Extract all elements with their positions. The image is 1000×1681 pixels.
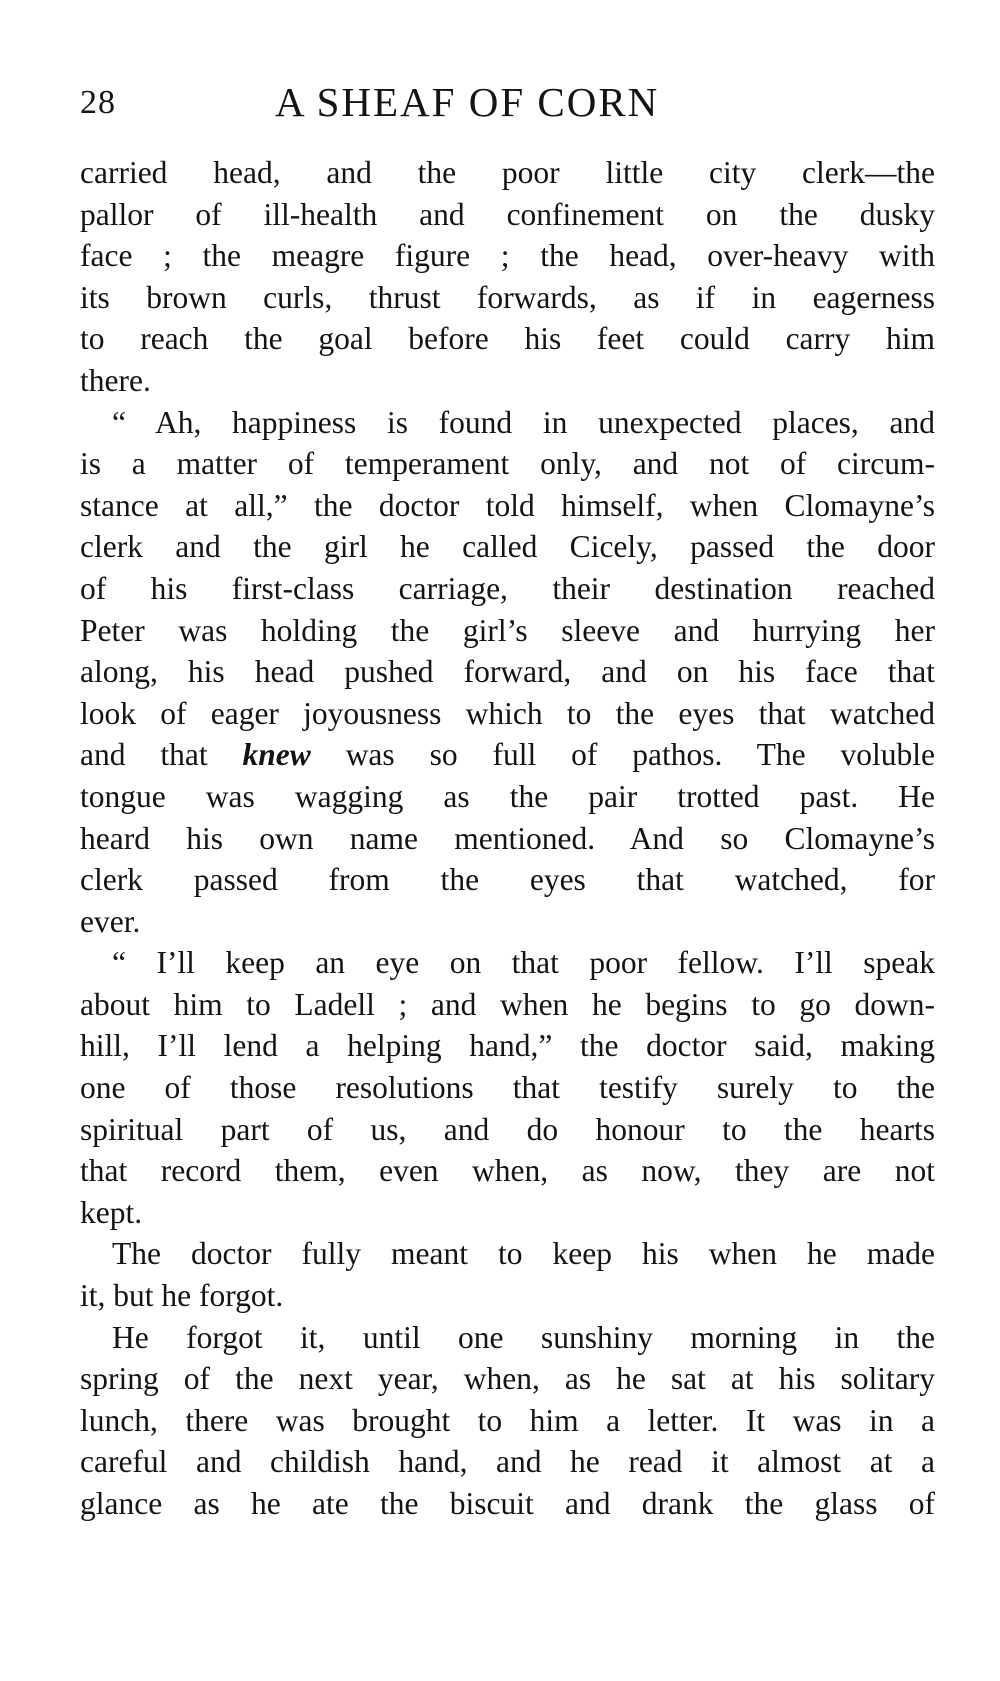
text-line: spring of the next year, when, as he sat at his solitary bbox=[80, 1361, 935, 1397]
text-line: “ I’ll keep an eye on that poor fellow. I’ll speak bbox=[112, 945, 935, 981]
text-line: stance at all,” the doctor told himself, when Clomayne’s bbox=[80, 487, 935, 523]
text-line: of his first-class carriage, their destination reached bbox=[80, 570, 935, 606]
text-line: look of eager joyousness which to the eyes that watched bbox=[80, 695, 935, 731]
text-line: tongue was wagging as the pair trotted past. He bbox=[80, 778, 935, 814]
text-line: there. bbox=[80, 362, 151, 398]
text-line: one of those resolutions that testify surely to the bbox=[80, 1070, 935, 1106]
page-number: 28 bbox=[80, 84, 116, 121]
text-line: The doctor fully meant to keep his when he made bbox=[112, 1236, 935, 1272]
text-line: clerk passed from the eyes that watched, for bbox=[80, 862, 935, 898]
text-line bbox=[80, 734, 935, 776]
body-text bbox=[80, 152, 935, 1525]
text-line: hill, I’ll lend a helping hand,” the doctor said, making bbox=[80, 1028, 935, 1064]
text-line: careful and childish hand, and he read it almost at a bbox=[80, 1444, 935, 1480]
text-line: it, but he forgot. bbox=[80, 1278, 284, 1314]
running-title: A SHEAF OF CORN bbox=[275, 79, 660, 125]
text-fragment: was so full of pathos. The voluble bbox=[345, 737, 935, 773]
text-line: about him to Ladell ; and when he begins to go down- bbox=[80, 986, 935, 1022]
text-line: pallor of ill-health and confinement on the dusky bbox=[80, 196, 935, 232]
text-line: ever. bbox=[80, 903, 141, 939]
text-fragment: and that bbox=[80, 737, 208, 773]
text-line: lunch, there was brought to him a letter. It was in a bbox=[80, 1402, 935, 1438]
text-line: face ; the meagre figure ; the head, over-heavy with bbox=[80, 238, 935, 274]
text-line: clerk and the girl he called Cicely, passed the door bbox=[80, 529, 935, 565]
text-line: “ Ah, happiness is found in unexpected places, and bbox=[112, 404, 935, 440]
text-line: kept. bbox=[80, 1194, 143, 1230]
text-line: along, his head pushed forward, and on his face that bbox=[80, 654, 935, 690]
text-line: that record them, even when, as now, they are not bbox=[80, 1153, 935, 1189]
text-line: heard his own name mentioned. And so Clomayne’s bbox=[80, 820, 935, 856]
text-line: carried head, and the poor little city clerk—the bbox=[80, 155, 935, 190]
text-line: Peter was holding the girl’s sleeve and hurrying her bbox=[80, 612, 935, 648]
page-header bbox=[80, 78, 930, 128]
text-line: glance as he ate the biscuit and drank the glass of bbox=[80, 1486, 935, 1521]
italic-word: knew bbox=[242, 737, 311, 773]
text-line: He forgot it, until one sunshiny morning in the bbox=[112, 1319, 935, 1355]
text-line: spiritual part of us, and do honour to the hearts bbox=[80, 1111, 935, 1147]
text-line: its brown curls, thrust forwards, as if in eagerness bbox=[80, 279, 935, 315]
text-line: is a matter of temperament only, and not of circum- bbox=[80, 446, 935, 482]
text-line: to reach the goal before his feet could carry him bbox=[80, 321, 935, 357]
